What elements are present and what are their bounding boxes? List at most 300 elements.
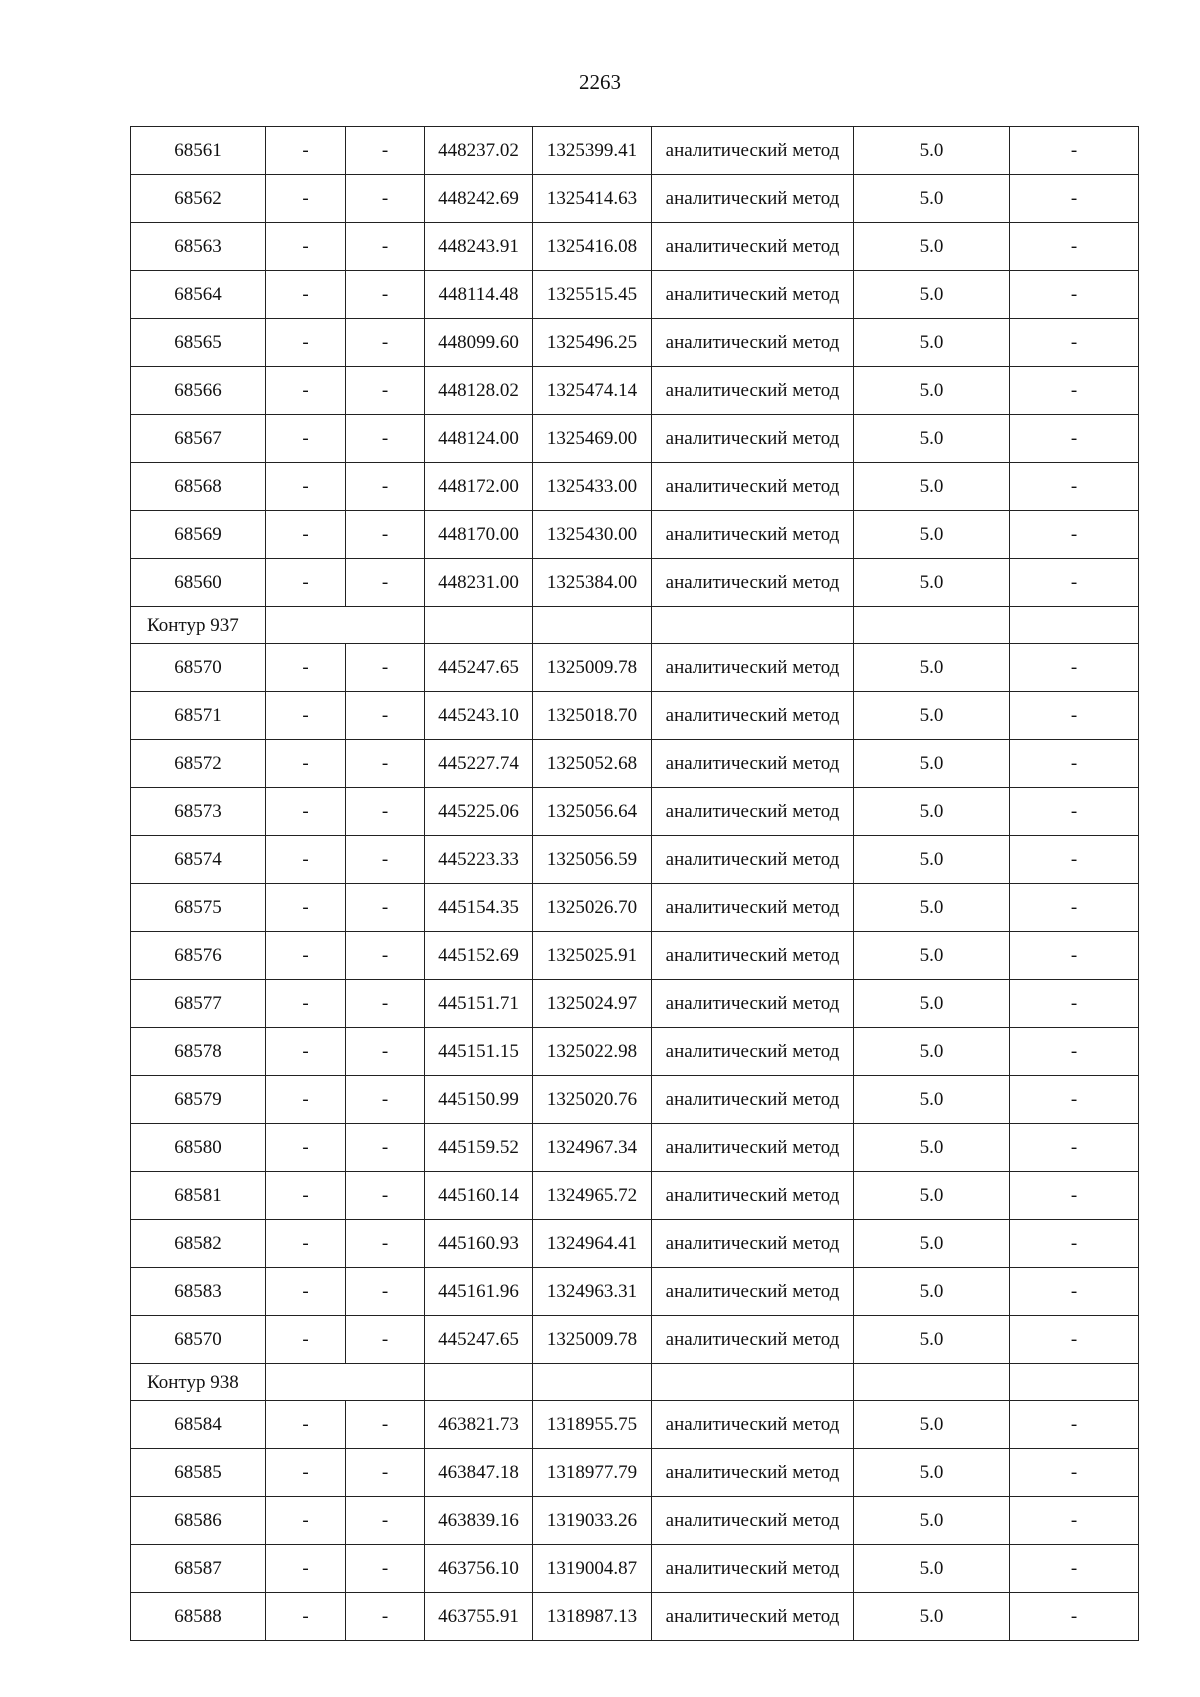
y-coordinate-cell (533, 1124, 652, 1172)
dash-text: - (381, 705, 389, 726)
method-cell (652, 1172, 854, 1220)
method-text: аналитический метод (665, 380, 840, 401)
y-coordinate-text: 1325020.76 (546, 1089, 638, 1110)
x-coordinate-text: 445154.35 (438, 897, 519, 918)
y-coordinate-text: 1325025.91 (546, 945, 638, 966)
x-coordinate-cell (425, 1268, 533, 1316)
empty-cell (652, 1364, 854, 1401)
dash-cell (1010, 175, 1139, 223)
dash-text: - (302, 476, 309, 497)
dash-text: - (381, 476, 389, 497)
dash-cell (266, 788, 346, 836)
y-coordinate-text: 1325496.25 (546, 332, 638, 353)
method-cell (652, 1497, 854, 1545)
method-text: аналитический метод (665, 572, 840, 593)
point-number-cell (131, 884, 266, 932)
x-coordinate-cell (425, 271, 533, 319)
dash-text: - (381, 140, 389, 161)
method-cell (652, 367, 854, 415)
method-text: аналитический метод (665, 1414, 840, 1435)
accuracy-text: 5.0 (919, 428, 944, 449)
x-coordinate-cell (425, 1401, 533, 1449)
point-number-text: 68588 (174, 1606, 222, 1627)
dash-cell (266, 1401, 346, 1449)
dash-cell (1010, 1268, 1139, 1316)
dash-text: - (302, 188, 309, 209)
dash-cell (346, 175, 425, 223)
dash-cell (266, 1268, 346, 1316)
contour-label: Контур 938 (131, 1364, 266, 1401)
method-cell (652, 1268, 854, 1316)
dash-cell (346, 415, 425, 463)
dash-cell (346, 1497, 425, 1545)
point-number-cell (131, 1124, 266, 1172)
y-coordinate-cell (533, 1545, 652, 1593)
table-row (131, 511, 1139, 559)
accuracy-cell (854, 1545, 1010, 1593)
accuracy-text: 5.0 (919, 1281, 944, 1302)
dash-text: - (381, 801, 389, 822)
dash-cell (1010, 932, 1139, 980)
dash-cell (266, 740, 346, 788)
dash-cell (266, 692, 346, 740)
accuracy-text: 5.0 (919, 524, 944, 545)
point-number-text: 68569 (174, 524, 222, 545)
method-text: аналитический метод (665, 1510, 840, 1531)
dash-text: - (302, 849, 309, 870)
accuracy-text: 5.0 (919, 1041, 944, 1062)
y-coordinate-cell (533, 559, 652, 607)
accuracy-cell (854, 463, 1010, 511)
y-coordinate-text: 1325414.63 (546, 188, 638, 209)
x-coordinate-text: 448243.91 (438, 236, 519, 257)
dash-text: - (302, 1041, 309, 1062)
y-coordinate-text: 1325009.78 (546, 657, 638, 678)
dash-text: - (1070, 140, 1078, 161)
y-coordinate-text: 1324967.34 (546, 1137, 638, 1158)
y-coordinate-cell (533, 223, 652, 271)
point-number-cell (131, 644, 266, 692)
y-coordinate-text: 1325056.59 (546, 849, 638, 870)
y-coordinate-text: 1325416.08 (546, 236, 638, 257)
y-coordinate-text: 1325026.70 (546, 897, 638, 918)
dash-cell (266, 836, 346, 884)
dash-cell (1010, 1220, 1139, 1268)
table-row (131, 559, 1139, 607)
dash-text: - (381, 284, 389, 305)
dash-text: - (381, 897, 389, 918)
table-row (131, 836, 1139, 884)
method-cell (652, 463, 854, 511)
dash-cell (1010, 1124, 1139, 1172)
point-number-text: 68566 (174, 380, 222, 401)
y-coordinate-text: 1319033.26 (546, 1510, 638, 1531)
point-number-cell (131, 1076, 266, 1124)
method-cell (652, 1316, 854, 1364)
y-coordinate-text: 1325056.64 (546, 801, 638, 822)
y-coordinate-cell (533, 1076, 652, 1124)
table-row (131, 788, 1139, 836)
point-number-cell (131, 367, 266, 415)
method-cell (652, 836, 854, 884)
dash-text: - (1070, 1185, 1078, 1206)
dash-cell (346, 127, 425, 175)
y-coordinate-cell (533, 692, 652, 740)
table-row (131, 1497, 1139, 1545)
method-text: аналитический метод (665, 1329, 840, 1350)
table-row (131, 223, 1139, 271)
accuracy-text: 5.0 (919, 1510, 944, 1531)
x-coordinate-cell (425, 1076, 533, 1124)
y-coordinate-cell (533, 1028, 652, 1076)
dash-cell (1010, 1593, 1139, 1641)
x-coordinate-cell (425, 740, 533, 788)
dash-text: - (302, 1137, 309, 1158)
accuracy-text: 5.0 (919, 284, 944, 305)
dash-cell (1010, 644, 1139, 692)
dash-cell (1010, 1497, 1139, 1545)
dash-text: - (1070, 1510, 1078, 1531)
x-coordinate-text: 445159.52 (438, 1137, 519, 1158)
dash-text: - (381, 1137, 389, 1158)
point-number-text: 68560 (174, 572, 222, 593)
x-coordinate-text: 445152.69 (438, 945, 519, 966)
empty-cell (854, 1364, 1010, 1401)
y-coordinate-cell (533, 367, 652, 415)
method-text: аналитический метод (665, 705, 840, 726)
dash-text: - (381, 188, 389, 209)
dash-cell (346, 1172, 425, 1220)
dash-cell (266, 980, 346, 1028)
table-row (131, 740, 1139, 788)
table-row (131, 692, 1139, 740)
method-text: аналитический метод (665, 849, 840, 870)
point-number-cell (131, 175, 266, 223)
dash-cell (346, 1076, 425, 1124)
method-text: аналитический метод (665, 801, 840, 822)
method-text: аналитический метод (665, 1185, 840, 1206)
x-coordinate-cell (425, 223, 533, 271)
dash-text: - (302, 753, 309, 774)
dash-text: - (302, 1606, 309, 1627)
page-number: 2263 (579, 70, 621, 94)
dash-cell (266, 175, 346, 223)
y-coordinate-text: 1325024.97 (546, 993, 638, 1014)
dash-cell (266, 1028, 346, 1076)
x-coordinate-text: 463756.10 (438, 1558, 519, 1579)
empty-cell (533, 1364, 652, 1401)
dash-text: - (302, 1558, 309, 1579)
dash-text: - (302, 380, 309, 401)
x-coordinate-cell (425, 1124, 533, 1172)
dash-cell (1010, 415, 1139, 463)
accuracy-text: 5.0 (919, 380, 944, 401)
point-number-cell (131, 1401, 266, 1449)
x-coordinate-cell (425, 1220, 533, 1268)
empty-cell (1010, 607, 1139, 644)
dash-cell (266, 1076, 346, 1124)
dash-cell (346, 788, 425, 836)
empty-cell (533, 607, 652, 644)
table-row (131, 319, 1139, 367)
method-cell (652, 223, 854, 271)
x-coordinate-cell (425, 1449, 533, 1497)
dash-text: - (381, 1462, 389, 1483)
accuracy-cell (854, 884, 1010, 932)
y-coordinate-cell (533, 1401, 652, 1449)
dash-text: - (381, 1558, 389, 1579)
point-number-cell (131, 271, 266, 319)
dash-cell (346, 1268, 425, 1316)
dash-cell (346, 1316, 425, 1364)
point-number-text: 68580 (174, 1137, 222, 1158)
accuracy-cell (854, 1028, 1010, 1076)
accuracy-text: 5.0 (919, 572, 944, 593)
dash-cell (1010, 1545, 1139, 1593)
y-coordinate-text: 1325018.70 (546, 705, 638, 726)
y-coordinate-cell (533, 1316, 652, 1364)
y-coordinate-cell (533, 788, 652, 836)
dash-text: - (1070, 1137, 1078, 1158)
dash-text: - (1070, 1041, 1078, 1062)
y-coordinate-text: 1318977.79 (546, 1462, 638, 1483)
y-coordinate-text: 1318955.75 (546, 1414, 638, 1435)
y-coordinate-cell (533, 836, 652, 884)
y-coordinate-cell (533, 1268, 652, 1316)
dash-cell (346, 463, 425, 511)
accuracy-text: 5.0 (919, 753, 944, 774)
dash-text: - (1070, 1089, 1078, 1110)
dash-text: - (381, 945, 389, 966)
table-row (131, 1028, 1139, 1076)
point-number-text: 68572 (174, 753, 222, 774)
x-coordinate-cell (425, 884, 533, 932)
point-number-cell (131, 319, 266, 367)
dash-cell (266, 1449, 346, 1497)
point-number-text: 68571 (174, 705, 222, 726)
dash-text: - (381, 1414, 389, 1435)
accuracy-cell (854, 127, 1010, 175)
method-cell (652, 1593, 854, 1641)
accuracy-text: 5.0 (919, 1089, 944, 1110)
point-number-cell (131, 788, 266, 836)
y-coordinate-text: 1319004.87 (546, 1558, 638, 1579)
method-cell (652, 884, 854, 932)
accuracy-cell (854, 1497, 1010, 1545)
accuracy-cell (854, 1449, 1010, 1497)
dash-cell (1010, 836, 1139, 884)
dash-text: - (1070, 1606, 1078, 1627)
point-number-text: 68587 (174, 1558, 222, 1579)
accuracy-text: 5.0 (919, 140, 944, 161)
y-coordinate-cell (533, 127, 652, 175)
dash-text: - (302, 236, 309, 257)
y-coordinate-cell (533, 415, 652, 463)
x-coordinate-text: 445223.33 (438, 849, 519, 870)
method-cell (652, 1401, 854, 1449)
dash-text: - (302, 1329, 309, 1350)
table-body (131, 127, 1139, 1641)
dash-cell (266, 127, 346, 175)
accuracy-cell (854, 644, 1010, 692)
point-number-cell (131, 1268, 266, 1316)
point-number-cell (131, 1172, 266, 1220)
dash-text: - (381, 380, 389, 401)
y-coordinate-text: 1324964.41 (546, 1233, 638, 1254)
point-number-cell (131, 223, 266, 271)
empty-cell (266, 607, 425, 644)
x-coordinate-text: 448124.00 (438, 428, 519, 449)
table-row (131, 463, 1139, 511)
y-coordinate-cell (533, 1497, 652, 1545)
point-number-text: 68567 (174, 428, 222, 449)
x-coordinate-text: 448237.02 (438, 140, 519, 161)
point-number-text: 68579 (174, 1089, 222, 1110)
method-cell (652, 271, 854, 319)
y-coordinate-cell (533, 319, 652, 367)
dash-text: - (302, 1462, 309, 1483)
method-cell (652, 644, 854, 692)
accuracy-cell (854, 271, 1010, 319)
x-coordinate-text: 448128.02 (438, 380, 519, 401)
accuracy-text: 5.0 (919, 993, 944, 1014)
dash-text: - (1070, 753, 1078, 774)
y-coordinate-text: 1324965.72 (546, 1185, 638, 1206)
table-row (131, 1593, 1139, 1641)
y-coordinate-cell (533, 1449, 652, 1497)
accuracy-cell (854, 1401, 1010, 1449)
method-cell (652, 1449, 854, 1497)
dash-text: - (381, 428, 389, 449)
dash-cell (1010, 1449, 1139, 1497)
x-coordinate-text: 445161.96 (438, 1281, 519, 1302)
dash-cell (346, 319, 425, 367)
dash-text: - (381, 1281, 389, 1302)
y-coordinate-cell (533, 740, 652, 788)
dash-cell (266, 932, 346, 980)
accuracy-text: 5.0 (919, 1185, 944, 1206)
dash-text: - (302, 140, 309, 161)
method-cell (652, 511, 854, 559)
dash-text: - (302, 1510, 309, 1531)
dash-cell (1010, 1172, 1139, 1220)
method-text: аналитический метод (665, 993, 840, 1014)
dash-cell (266, 1545, 346, 1593)
dash-text: - (381, 1041, 389, 1062)
dash-text: - (1070, 524, 1078, 545)
table-row (131, 1076, 1139, 1124)
y-coordinate-text: 1325515.45 (546, 284, 638, 305)
dash-text: - (302, 428, 309, 449)
accuracy-cell (854, 692, 1010, 740)
x-coordinate-cell (425, 559, 533, 607)
accuracy-cell (854, 1593, 1010, 1641)
x-coordinate-cell (425, 415, 533, 463)
y-coordinate-cell (533, 980, 652, 1028)
accuracy-cell (854, 788, 1010, 836)
dash-text: - (381, 993, 389, 1014)
x-coordinate-text: 448114.48 (438, 284, 519, 305)
method-cell (652, 1220, 854, 1268)
point-number-cell (131, 511, 266, 559)
dash-text: - (302, 572, 309, 593)
accuracy-cell (854, 932, 1010, 980)
dash-cell (346, 1593, 425, 1641)
point-number-text: 68581 (174, 1185, 222, 1206)
y-coordinate-cell (533, 644, 652, 692)
point-number-cell (131, 463, 266, 511)
dash-cell (346, 367, 425, 415)
y-coordinate-cell (533, 932, 652, 980)
x-coordinate-cell (425, 980, 533, 1028)
x-coordinate-text: 463821.73 (438, 1414, 519, 1435)
method-text: аналитический метод (665, 332, 840, 353)
table-row (131, 271, 1139, 319)
dash-cell (1010, 1401, 1139, 1449)
method-text: аналитический метод (665, 1233, 840, 1254)
y-coordinate-text: 1325469.00 (546, 428, 638, 449)
dash-cell (266, 1497, 346, 1545)
accuracy-text: 5.0 (919, 801, 944, 822)
dash-cell (266, 415, 346, 463)
accuracy-cell (854, 367, 1010, 415)
dash-cell (1010, 1076, 1139, 1124)
y-coordinate-text: 1318987.13 (546, 1606, 638, 1627)
dash-cell (346, 980, 425, 1028)
point-number-text: 68585 (174, 1462, 222, 1483)
dash-cell (1010, 463, 1139, 511)
x-coordinate-text: 463755.91 (438, 1606, 519, 1627)
dash-cell (1010, 1028, 1139, 1076)
method-text: аналитический метод (665, 1089, 840, 1110)
dash-cell (346, 1220, 425, 1268)
x-coordinate-text: 448099.60 (438, 332, 519, 353)
y-coordinate-cell (533, 1220, 652, 1268)
table-row (131, 1449, 1139, 1497)
dash-cell (346, 1449, 425, 1497)
y-coordinate-text: 1325052.68 (546, 753, 638, 774)
accuracy-text: 5.0 (919, 1462, 944, 1483)
x-coordinate-cell (425, 836, 533, 884)
dash-text: - (1070, 705, 1078, 726)
x-coordinate-cell (425, 788, 533, 836)
accuracy-cell (854, 1268, 1010, 1316)
dash-text: - (1070, 1329, 1078, 1350)
table-row (131, 1172, 1139, 1220)
dash-cell (1010, 884, 1139, 932)
dash-cell (266, 271, 346, 319)
dash-text: - (302, 284, 309, 305)
point-number-text: 68582 (174, 1233, 222, 1254)
dash-text: - (1070, 1414, 1078, 1435)
dash-cell (346, 836, 425, 884)
dash-text: - (1070, 284, 1078, 305)
point-number-cell (131, 1220, 266, 1268)
empty-cell (425, 607, 533, 644)
dash-text: - (381, 1329, 389, 1350)
dash-text: - (1070, 188, 1078, 209)
accuracy-text: 5.0 (919, 332, 944, 353)
point-number-text: 68583 (174, 1281, 222, 1302)
method-text: аналитический метод (665, 524, 840, 545)
dash-text: - (302, 1414, 309, 1435)
dash-cell (1010, 1316, 1139, 1364)
x-coordinate-text: 445160.14 (438, 1185, 519, 1206)
dash-cell (266, 884, 346, 932)
dash-text: - (381, 572, 389, 593)
y-coordinate-cell (533, 175, 652, 223)
accuracy-cell (854, 1076, 1010, 1124)
